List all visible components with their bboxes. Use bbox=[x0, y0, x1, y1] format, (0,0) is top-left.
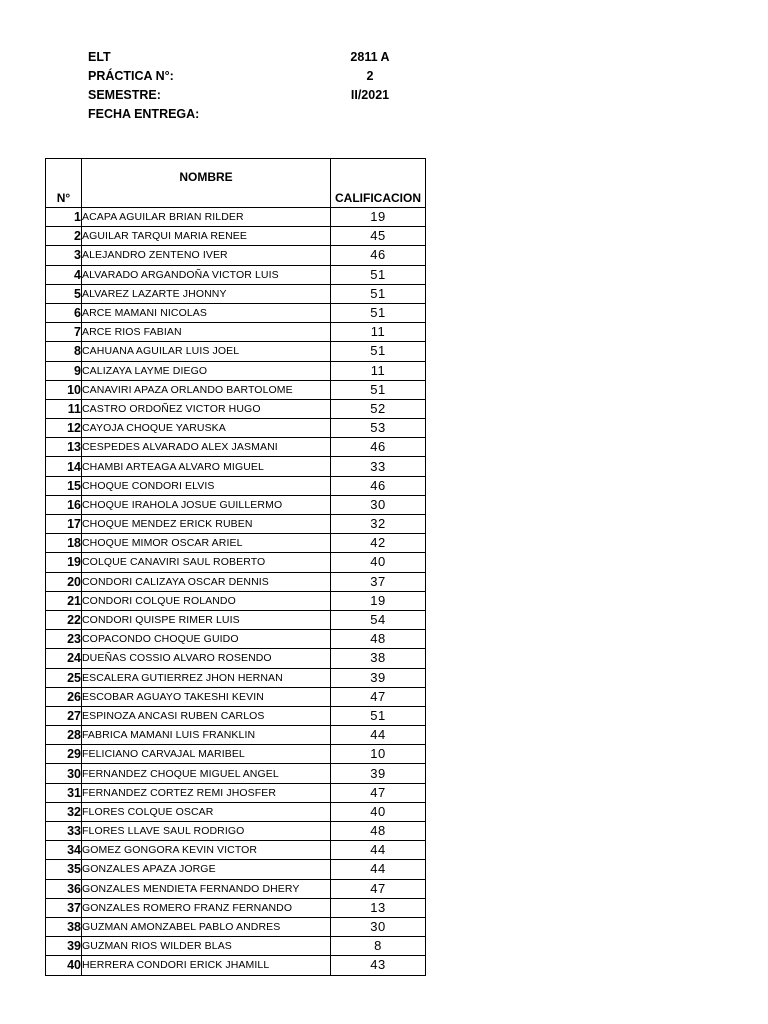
row-number: 5 bbox=[46, 284, 82, 303]
student-name: CONDORI CALIZAYA OSCAR DENNIS bbox=[82, 572, 331, 591]
student-name: GONZALES MENDIETA FERNANDO DHERY bbox=[82, 879, 331, 898]
table-row bbox=[46, 937, 426, 956]
student-name: DUEÑAS COSSIO ALVARO ROSENDO bbox=[82, 649, 331, 668]
student-grade: 47 bbox=[331, 783, 426, 802]
practice-label: PRÁCTICA N°: bbox=[88, 69, 174, 83]
row-number: 1 bbox=[46, 208, 82, 227]
student-name: GONZALES ROMERO FRANZ FERNANDO bbox=[82, 898, 331, 917]
student-grade: 11 bbox=[331, 323, 426, 342]
student-name: CHOQUE MIMOR OSCAR ARIEL bbox=[82, 534, 331, 553]
student-grade: 30 bbox=[331, 917, 426, 936]
student-grade: 19 bbox=[331, 208, 426, 227]
row-number: 34 bbox=[46, 841, 82, 860]
table-row bbox=[46, 495, 426, 514]
student-grade: 13 bbox=[331, 898, 426, 917]
student-name: FERNANDEZ CORTEZ REMI JHOSFER bbox=[82, 783, 331, 802]
student-name: GUZMAN AMONZABEL PABLO ANDRES bbox=[82, 917, 331, 936]
student-name: CHOQUE IRAHOLA JOSUE GUILLERMO bbox=[82, 495, 331, 514]
table-row bbox=[46, 841, 426, 860]
student-grade: 19 bbox=[331, 591, 426, 610]
student-grade: 33 bbox=[331, 457, 426, 476]
table-row bbox=[46, 956, 426, 975]
table-row bbox=[46, 265, 426, 284]
table-row bbox=[46, 610, 426, 629]
row-number: 19 bbox=[46, 553, 82, 572]
student-name: CASTRO ORDOÑEZ VICTOR HUGO bbox=[82, 399, 331, 418]
grades-table bbox=[45, 158, 426, 976]
student-name: ALVARADO ARGANDOÑA VICTOR LUIS bbox=[82, 265, 331, 284]
table-row bbox=[46, 630, 426, 649]
student-name: CAYOJA CHOQUE YARUSKA bbox=[82, 419, 331, 438]
table-row bbox=[46, 706, 426, 725]
student-name: ALEJANDRO ZENTENO IVER bbox=[82, 246, 331, 265]
row-number: 18 bbox=[46, 534, 82, 553]
due-date-label: FECHA ENTREGA: bbox=[88, 107, 200, 121]
table-row bbox=[46, 572, 426, 591]
table-row bbox=[46, 822, 426, 841]
course-value: 2811 A bbox=[350, 50, 390, 64]
student-name: FABRICA MAMANI LUIS FRANKLIN bbox=[82, 726, 331, 745]
student-name: CANAVIRI APAZA ORLANDO BARTOLOME bbox=[82, 380, 331, 399]
row-number: 22 bbox=[46, 610, 82, 629]
student-name: ACAPA AGUILAR BRIAN RILDER bbox=[82, 208, 331, 227]
student-name: FLORES LLAVE SAUL RODRIGO bbox=[82, 822, 331, 841]
row-number: 37 bbox=[46, 898, 82, 917]
row-number: 7 bbox=[46, 323, 82, 342]
row-number: 31 bbox=[46, 783, 82, 802]
student-grade: 10 bbox=[331, 745, 426, 764]
student-grade: 46 bbox=[331, 476, 426, 495]
table-row bbox=[46, 246, 426, 265]
row-number: 16 bbox=[46, 495, 82, 514]
table-row bbox=[46, 476, 426, 495]
table-row bbox=[46, 208, 426, 227]
student-name: ESCOBAR AGUAYO TAKESHI KEVIN bbox=[82, 687, 331, 706]
student-grade: 38 bbox=[331, 649, 426, 668]
row-number: 13 bbox=[46, 438, 82, 457]
row-number: 12 bbox=[46, 419, 82, 438]
table-row bbox=[46, 783, 426, 802]
student-name: ESCALERA GUTIERREZ JHON HERNAN bbox=[82, 668, 331, 687]
table-row bbox=[46, 534, 426, 553]
table-row bbox=[46, 380, 426, 399]
student-grade: 37 bbox=[331, 572, 426, 591]
student-grade: 51 bbox=[331, 706, 426, 725]
row-number: 4 bbox=[46, 265, 82, 284]
student-name: AGUILAR TARQUI MARIA RENEE bbox=[82, 227, 331, 246]
student-name: CESPEDES ALVARADO ALEX JASMANI bbox=[82, 438, 331, 457]
grades-table-header bbox=[46, 159, 426, 208]
student-grade: 45 bbox=[331, 227, 426, 246]
table-row bbox=[46, 802, 426, 821]
table-row bbox=[46, 898, 426, 917]
row-number: 27 bbox=[46, 706, 82, 725]
table-row bbox=[46, 649, 426, 668]
row-number: 32 bbox=[46, 802, 82, 821]
student-grade: 32 bbox=[331, 515, 426, 534]
grades-table-body bbox=[46, 208, 426, 976]
student-name: FLORES COLQUE OSCAR bbox=[82, 802, 331, 821]
student-grade: 40 bbox=[331, 553, 426, 572]
student-grade: 42 bbox=[331, 534, 426, 553]
table-row bbox=[46, 284, 426, 303]
row-number: 30 bbox=[46, 764, 82, 783]
header-row bbox=[46, 159, 426, 208]
table-row bbox=[46, 227, 426, 246]
student-grade: 48 bbox=[331, 822, 426, 841]
row-number: 36 bbox=[46, 879, 82, 898]
table-row bbox=[46, 419, 426, 438]
student-grade: 8 bbox=[331, 937, 426, 956]
row-number: 28 bbox=[46, 726, 82, 745]
row-number: 6 bbox=[46, 303, 82, 322]
student-grade: 51 bbox=[331, 342, 426, 361]
student-grade: 30 bbox=[331, 495, 426, 514]
student-name: COLQUE CANAVIRI SAUL ROBERTO bbox=[82, 553, 331, 572]
student-grade: 51 bbox=[331, 284, 426, 303]
student-grade: 44 bbox=[331, 726, 426, 745]
student-grade: 47 bbox=[331, 879, 426, 898]
table-row bbox=[46, 917, 426, 936]
row-number: 17 bbox=[46, 515, 82, 534]
row-number: 33 bbox=[46, 822, 82, 841]
table-row bbox=[46, 764, 426, 783]
student-grade: 52 bbox=[331, 399, 426, 418]
table-row bbox=[46, 553, 426, 572]
row-number: 35 bbox=[46, 860, 82, 879]
row-number: 9 bbox=[46, 361, 82, 380]
practice-value: 2 bbox=[366, 69, 374, 83]
row-number: 25 bbox=[46, 668, 82, 687]
student-grade: 48 bbox=[331, 630, 426, 649]
student-grade: 44 bbox=[331, 860, 426, 879]
row-number: 40 bbox=[46, 956, 82, 975]
student-name: CHOQUE CONDORI ELVIS bbox=[82, 476, 331, 495]
student-grade: 51 bbox=[331, 265, 426, 284]
student-name: GONZALES APAZA JORGE bbox=[82, 860, 331, 879]
student-grade: 39 bbox=[331, 764, 426, 783]
student-grade: 11 bbox=[331, 361, 426, 380]
row-number: 8 bbox=[46, 342, 82, 361]
student-name: CHAMBI ARTEAGA ALVARO MIGUEL bbox=[82, 457, 331, 476]
row-number: 39 bbox=[46, 937, 82, 956]
row-number: 20 bbox=[46, 572, 82, 591]
table-row bbox=[46, 668, 426, 687]
row-number: 10 bbox=[46, 380, 82, 399]
table-row bbox=[46, 745, 426, 764]
table-row bbox=[46, 860, 426, 879]
table-row bbox=[46, 726, 426, 745]
row-number: 38 bbox=[46, 917, 82, 936]
student-name: CALIZAYA LAYME DIEGO bbox=[82, 361, 331, 380]
student-name: ESPINOZA ANCASI RUBEN CARLOS bbox=[82, 706, 331, 725]
student-name: CAHUANA AGUILAR LUIS JOEL bbox=[82, 342, 331, 361]
column-header-number: N° bbox=[46, 159, 82, 208]
column-header-grade: CALIFICACION bbox=[331, 159, 426, 208]
table-row bbox=[46, 591, 426, 610]
column-header-name: NOMBRE bbox=[82, 159, 331, 208]
row-number: 26 bbox=[46, 687, 82, 706]
student-grade: 39 bbox=[331, 668, 426, 687]
row-number: 24 bbox=[46, 649, 82, 668]
student-grade: 40 bbox=[331, 802, 426, 821]
student-name: COPACONDO CHOQUE GUIDO bbox=[82, 630, 331, 649]
row-number: 21 bbox=[46, 591, 82, 610]
student-name: GOMEZ GONGORA KEVIN VICTOR bbox=[82, 841, 331, 860]
row-number: 3 bbox=[46, 246, 82, 265]
student-grade: 51 bbox=[331, 380, 426, 399]
semester-value: II/2021 bbox=[350, 88, 390, 102]
table-row bbox=[46, 342, 426, 361]
student-name: GUZMAN RIOS WILDER BLAS bbox=[82, 937, 331, 956]
row-number: 15 bbox=[46, 476, 82, 495]
student-name: ALVAREZ LAZARTE JHONNY bbox=[82, 284, 331, 303]
table-row bbox=[46, 515, 426, 534]
table-row bbox=[46, 361, 426, 380]
student-grade: 54 bbox=[331, 610, 426, 629]
row-number: 11 bbox=[46, 399, 82, 418]
student-name: FELICIANO CARVAJAL MARIBEL bbox=[82, 745, 331, 764]
row-number: 23 bbox=[46, 630, 82, 649]
student-name: ARCE RIOS FABIAN bbox=[82, 323, 331, 342]
student-grade: 43 bbox=[331, 956, 426, 975]
row-number: 29 bbox=[46, 745, 82, 764]
table-row bbox=[46, 323, 426, 342]
student-name: CONDORI COLQUE ROLANDO bbox=[82, 591, 331, 610]
student-grade: 46 bbox=[331, 438, 426, 457]
row-number: 2 bbox=[46, 227, 82, 246]
table-row bbox=[46, 399, 426, 418]
student-grade: 44 bbox=[331, 841, 426, 860]
course-label: ELT bbox=[88, 50, 111, 64]
student-name: HERRERA CONDORI ERICK JHAMILL bbox=[82, 956, 331, 975]
table-row bbox=[46, 879, 426, 898]
row-number: 14 bbox=[46, 457, 82, 476]
table-row bbox=[46, 687, 426, 706]
semester-label: SEMESTRE: bbox=[88, 88, 161, 102]
table-row bbox=[46, 438, 426, 457]
student-grade: 51 bbox=[331, 303, 426, 322]
student-name: FERNANDEZ CHOQUE MIGUEL ANGEL bbox=[82, 764, 331, 783]
student-grade: 53 bbox=[331, 419, 426, 438]
student-name: ARCE MAMANI NICOLAS bbox=[82, 303, 331, 322]
table-row bbox=[46, 457, 426, 476]
table-row bbox=[46, 303, 426, 322]
student-name: CHOQUE MENDEZ ERICK RUBEN bbox=[82, 515, 331, 534]
student-grade: 47 bbox=[331, 687, 426, 706]
student-grade: 46 bbox=[331, 246, 426, 265]
student-name: CONDORI QUISPE RIMER LUIS bbox=[82, 610, 331, 629]
